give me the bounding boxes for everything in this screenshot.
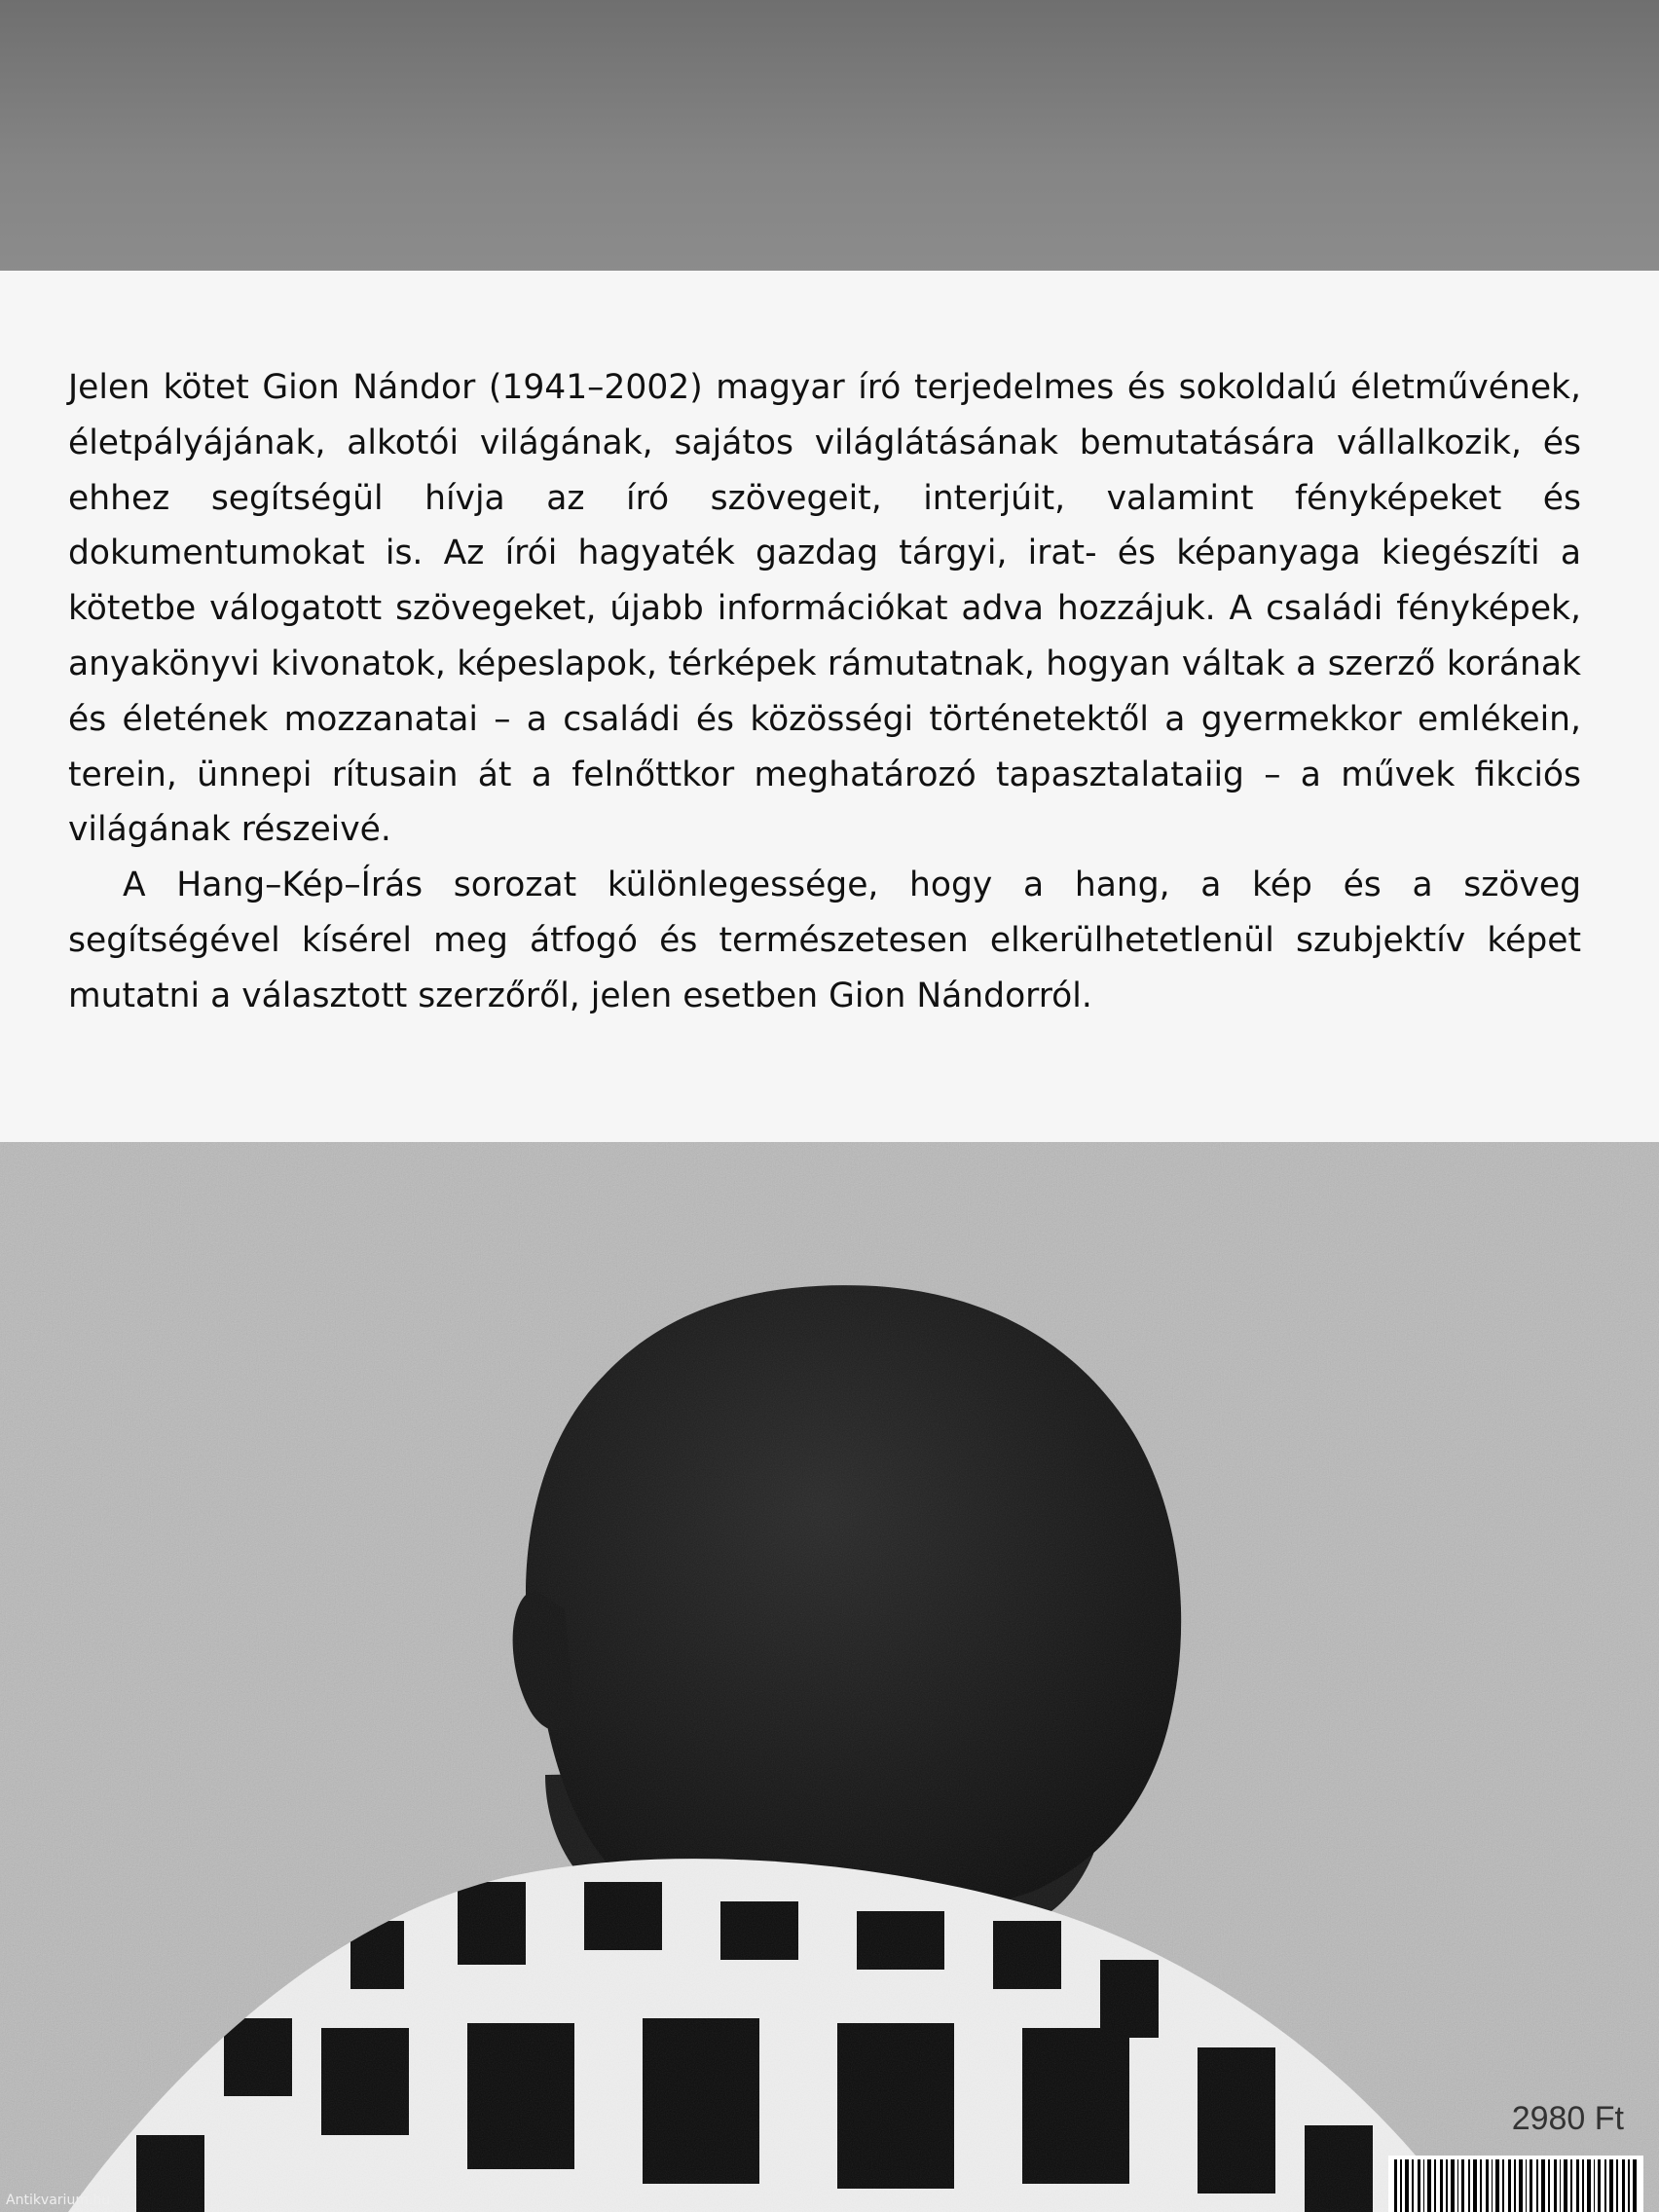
blurb-paragraph-1: Jelen kötet Gion Nándor (1941–2002) magyar író terjedelmes és sokoldalú életművének, életpályájának, alkotói világának, sajátos világlátásának bemutatására vállalkozik, és ehhez segítségül hívja az író szövegeit, interjúit, valamint fényképeket és dokumentumokat is. Az írói hagyaték gazdag tárgyi, irat- és képanyaga kiegészíti a kötetbe válogatott szövegeket, újabb információkat adva hozzájuk. A családi fényképek, anyakönyvi kivonatok, képeslapok, térképek rámutatnak, hogyan váltak a szerző korának és életének mozzanatai – a családi és közösségi történetektől a gyermekkor emlékein, terein, ünnepi rítusain át a felnőttkor meghatározó tapasztalataiig – a művek fikciós világának részeivé. — [68, 368, 1581, 850]
barcode — [1388, 2156, 1643, 2212]
watermark: Antikvarium.hu — [6, 2193, 111, 2208]
blurb-paragraph-2: A Hang–Kép–Írás sorozat különlegessége, hogy a hang, a kép és a szöveg segítségével kísérel meg átfogó és természetesen elkerülhetetlenül szubjektív képet mutatni a választott szerzőről, jelen esetben Gion Nándorról. — [68, 866, 1581, 1015]
book-back-cover — [0, 271, 1659, 2212]
author-photo-drawing — [0, 1142, 1659, 2212]
author-photo — [0, 1142, 1659, 2212]
price-label: 2980 Ft — [1511, 2100, 1624, 2137]
photo-grain — [0, 1142, 1659, 2212]
background-surface — [0, 0, 1659, 277]
barcode-bars — [1388, 2156, 1643, 2212]
blurb-text — [68, 360, 1581, 1024]
blurb-panel — [0, 271, 1659, 1142]
